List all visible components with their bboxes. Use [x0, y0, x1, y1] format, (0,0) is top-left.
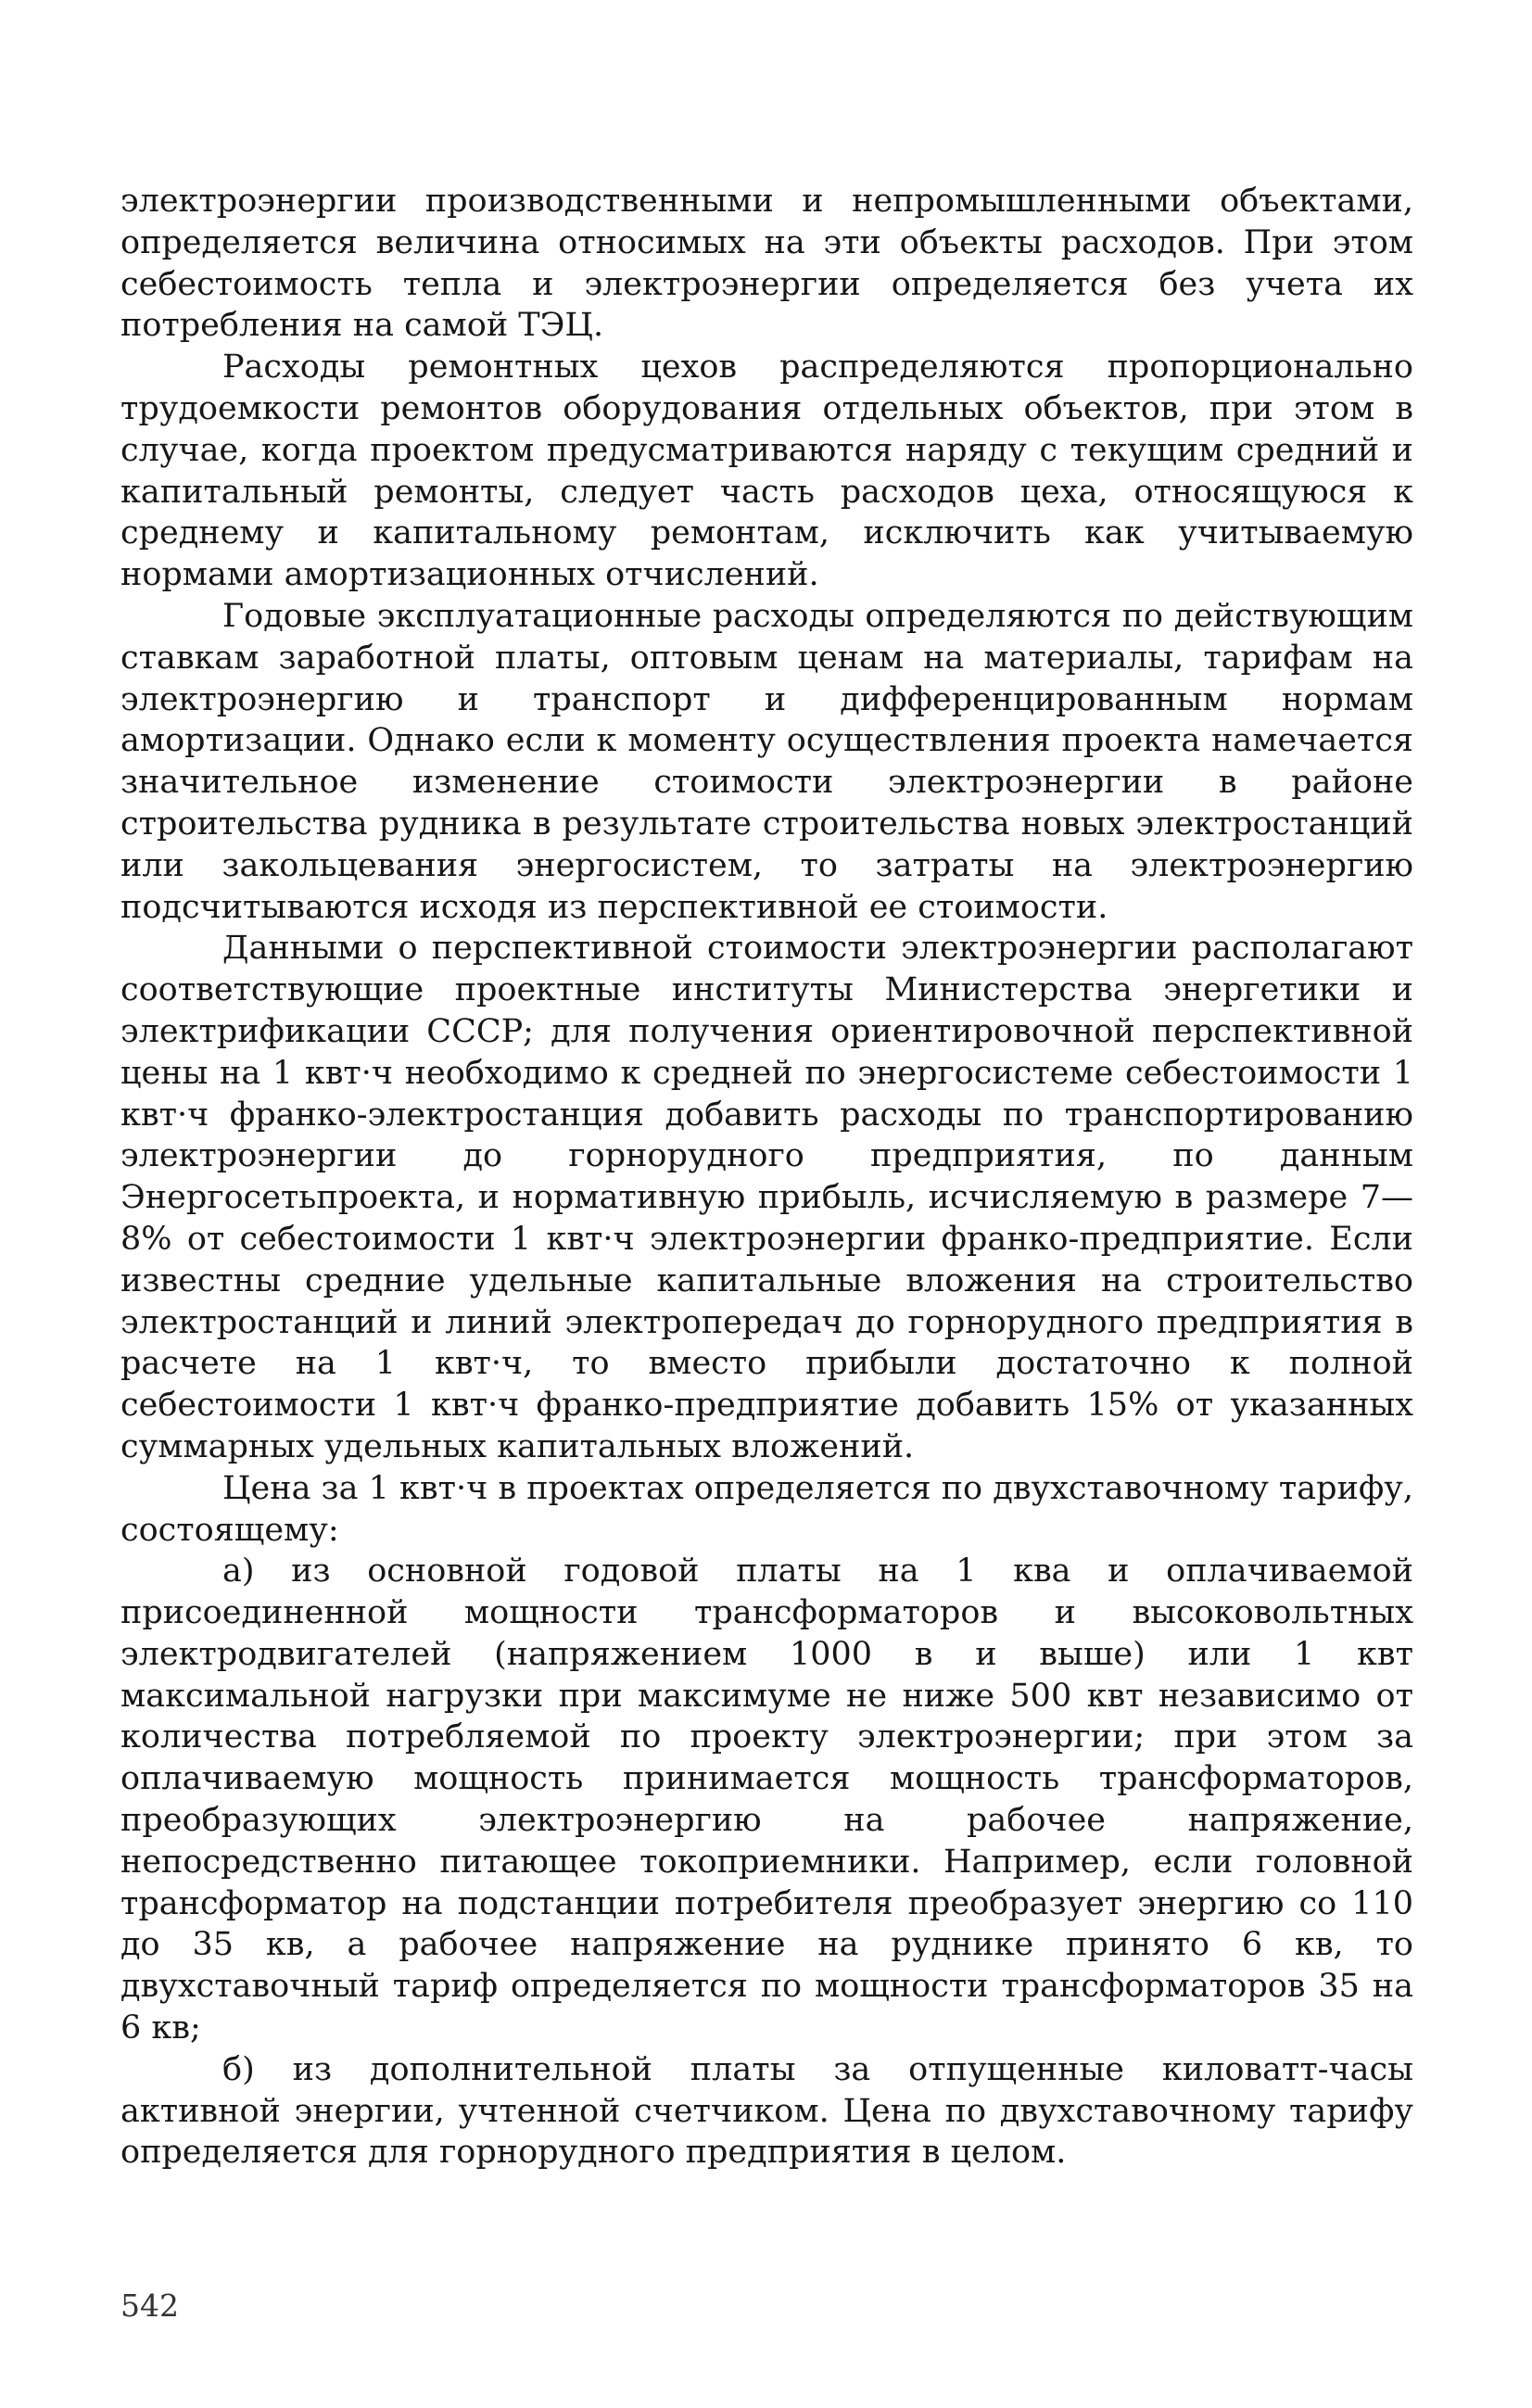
paragraph-annual-costs: Годовые эксплуатационные расходы определяются по действующим ставкам заработной платы, оптовым ценам на материалы, тарифам на электроэнергию и транспорт и дифференцированным нормам амортизации. Однако если к моменту осуществления проекта намечается значительное изменение стоимости электроэнергии в районе строительства рудника в результате строительства новых электростанций или закольцевания энергосистем, то затраты на электроэнергию подсчитываются исходя из перспективной ее стоимости. [120, 597, 1413, 926]
paragraph-tariff-item-a: а) из основной годовой платы на 1 ква и оплачиваемой присоединенной мощности трансформаторов и высоковольтных электродвигателей (напряжением 1000 в и выше) или 1 квт максимальной нагрузки при максимуме не ниже 500 квт независимо от количества потребляемой по проекту электроэнергии; при этом за оплачиваемую мощность принимается мощность трансформаторов, преобразующих электроэнергию на рабочее напряжение, непосредственно питающее токоприемники. Например, если головной трансформатор на подстанции потребителя преобразует энергию со 110 до 35 кв, а рабочее напряжение на руднике принято 6 кв, то двухставочный тариф определяется по мощности трансформаторов 35 на 6 кв; [120, 1553, 1413, 2047]
document-body [120, 181, 1413, 2174]
paragraph-tariff-item-b: б) из дополнительной платы за отпущенные киловатт-часы активной энергии, учтенной счетчиком. Цена по двухставочному тарифу определяется для горнорудного предприятия в целом. [120, 2050, 1413, 2172]
paragraph-tariff-intro: Цена за 1 квт·ч в проектах определяется по двухставочному тарифу, состоящему: [120, 1469, 1413, 1549]
paragraph-prospective-cost: Данными о перспективной стоимости электроэнергии располагают соответствующие проектные институты Министерства энергетики и электрификации СССР; для получения ориентировочной перспективной цены на 1 квт·ч необходимо к средней по энергосистеме себестоимости 1 квт·ч франко-электростанция добавить расходы по транспортированию электроэнергии до горнорудного предприятия, по данным Энергосетьпроекта, и нормативную прибыль, исчисляемую в размере 7—8% от себестоимости 1 квт·ч электроэнергии франко-предприятие. Если известны средние удельные капитальные вложения на строительство электростанций и линий электропередач до горнорудного предприятия в расчете на 1 квт·ч, то вместо прибыли достаточно к полной себестоимости 1 квт·ч франко-предприятие добавить 15% от указанных суммарных удельных капитальных вложений. [120, 930, 1413, 1465]
paragraph-continuation: электроэнергии производственными и непромышленными объектами, определяется величина относимых на эти объекты расходов. При этом себестоимость тепла и электроэнергии определяется без учета их потребления на самой ТЭЦ. [120, 183, 1413, 345]
paragraph-repair-costs: Расходы ремонтных цехов распределяются пропорционально трудоемкости ремонтов оборудования отдельных объектов, при этом в случае, когда проектом предусматриваются наряду с текущим средний и капитальный ремонты, следует часть расходов цеха, относящуюся к среднему и капитальному ремонтам, исключить как учитываемую нормами амортизационных отчислений. [120, 349, 1413, 594]
page-number: 542 [120, 2288, 179, 2324]
